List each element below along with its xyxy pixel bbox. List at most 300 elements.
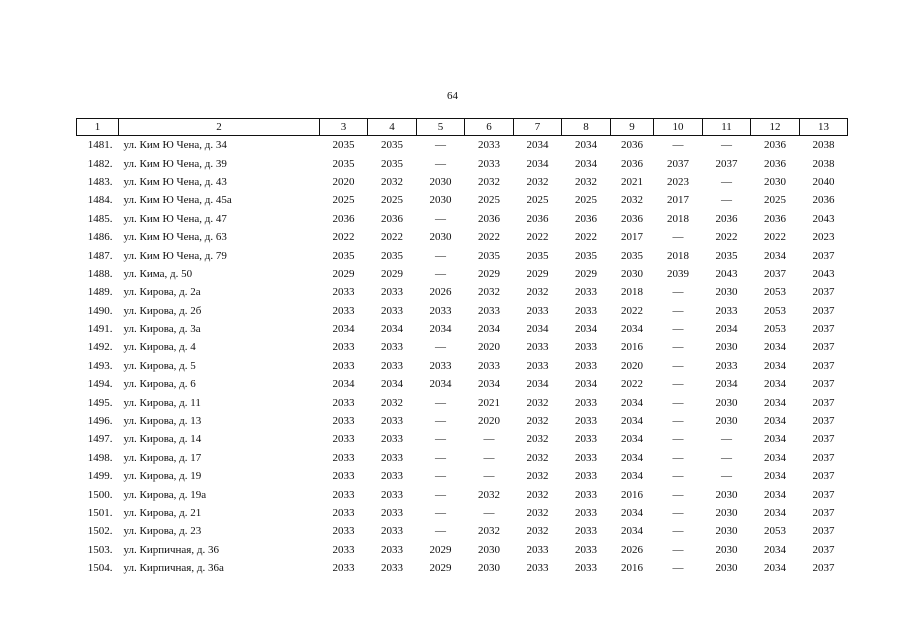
year-cell: 2036 [575, 212, 597, 225]
year-cell: 2037 [812, 451, 835, 464]
year-cell: 2025 [478, 194, 500, 207]
year-cell: — [672, 396, 684, 409]
year-cell: — [435, 157, 446, 170]
year-cell: 2037 [812, 396, 835, 409]
year-cell: 2030 [429, 194, 452, 207]
row-number-cell: 1504. [87, 562, 113, 575]
year-cell: 2018 [667, 249, 689, 262]
year-cell: 2033 [332, 433, 355, 446]
year-cell: 2033 [575, 470, 597, 483]
year-cell: 2034 [764, 488, 786, 501]
address-cell: ул. Кирова, д. 2а [123, 286, 201, 299]
year-cell: 2037 [812, 415, 835, 428]
page-number: 64 [447, 90, 458, 102]
year-cell: 2033 [381, 359, 403, 372]
year-cell: — [483, 451, 495, 464]
table-row [77, 430, 848, 448]
year-cell: 2036 [621, 212, 643, 225]
column-header-11: 11 [703, 119, 751, 136]
year-cell: 2025 [332, 194, 355, 207]
year-cell: 2053 [764, 323, 786, 336]
address-cell: ул. Кирова, д. 4 [123, 341, 196, 354]
year-cell: 2020 [478, 341, 500, 354]
year-cell: 2053 [764, 525, 786, 538]
column-header-4: 4 [368, 119, 417, 136]
table-row [77, 265, 848, 283]
year-cell: 2036 [381, 212, 403, 225]
year-cell: 2034 [575, 323, 597, 336]
year-cell: 2034 [764, 396, 786, 409]
year-cell: 2022 [621, 304, 643, 317]
address-cell: ул. Кирова, д. 19 [123, 470, 202, 483]
table-row [77, 449, 848, 467]
year-cell: 2022 [575, 231, 597, 244]
year-cell: — [672, 378, 684, 391]
year-cell: 2022 [332, 231, 355, 244]
year-cell: 2037 [812, 433, 835, 446]
year-cell: 2026 [621, 543, 643, 556]
year-cell: 2033 [526, 562, 549, 575]
year-cell: — [483, 470, 495, 483]
year-cell: 2037 [667, 157, 689, 170]
year-cell: 2025 [381, 194, 403, 207]
year-cell: 2025 [575, 194, 597, 207]
year-cell: — [672, 488, 684, 501]
year-cell: 2033 [332, 396, 355, 409]
year-cell: 2023 [812, 231, 835, 244]
year-cell: 2033 [575, 451, 597, 464]
year-cell: 2034 [381, 378, 403, 391]
year-cell: 2033 [332, 562, 355, 575]
table-row [77, 522, 848, 540]
row-number-cell: 1496. [87, 415, 113, 428]
year-cell: 2037 [812, 341, 835, 354]
year-cell: 2038 [812, 157, 835, 170]
year-cell: 2029 [526, 267, 549, 280]
table-row [77, 154, 848, 172]
address-cell: ул. Ким Ю Чена, д. 43 [123, 175, 227, 188]
table-row [77, 302, 848, 320]
row-number-cell: 1492. [87, 341, 113, 354]
column-header-1: 1 [77, 119, 119, 136]
address-cell: ул. Ким Ю Чена, д. 34 [123, 139, 227, 152]
year-cell: — [672, 470, 684, 483]
year-cell: 2035 [332, 139, 355, 152]
year-cell: 2030 [715, 525, 738, 538]
year-cell: 2022 [715, 231, 738, 244]
year-cell: 2033 [575, 507, 597, 519]
table-row [77, 375, 848, 393]
year-cell: 2033 [429, 359, 452, 372]
year-cell: 2016 [621, 562, 643, 575]
year-cell: 2035 [332, 249, 355, 262]
year-cell: — [435, 396, 446, 409]
year-cell: 2034 [621, 451, 643, 464]
row-number-cell: 1494. [87, 378, 113, 391]
year-cell: 2033 [478, 359, 500, 372]
year-cell: 2033 [575, 341, 597, 354]
year-cell: 2033 [332, 451, 355, 464]
year-cell: 2037 [812, 562, 835, 575]
year-cell: 2034 [715, 378, 738, 391]
year-cell: 2030 [478, 543, 500, 556]
year-cell: 2034 [621, 415, 643, 428]
year-cell: 2018 [621, 286, 643, 299]
year-cell: 2033 [381, 470, 403, 483]
year-cell: 2030 [429, 175, 452, 188]
year-cell: 2033 [478, 157, 500, 170]
year-cell: 2032 [526, 415, 549, 428]
row-number-cell: 1501. [87, 507, 113, 519]
year-cell: 2034 [764, 433, 786, 446]
year-cell: 2032 [526, 175, 549, 188]
row-number-cell: 1486. [87, 231, 113, 244]
year-cell: 2037 [812, 304, 835, 317]
year-cell: 2036 [621, 157, 643, 170]
table-row [77, 173, 848, 191]
table-row [77, 393, 848, 411]
year-cell: — [721, 175, 732, 188]
address-cell: ул. Кирова, д. 6 [123, 378, 196, 391]
year-cell: 2032 [478, 488, 500, 501]
column-header-9: 9 [611, 119, 654, 136]
year-cell: 2034 [764, 562, 786, 575]
address-cell: ул. Кирова, д. 14 [123, 433, 202, 446]
year-cell: 2033 [332, 415, 355, 428]
row-number-cell: 1488. [87, 267, 113, 280]
year-cell: 2016 [621, 488, 643, 501]
column-header-5: 5 [417, 119, 465, 136]
year-cell: 2030 [764, 175, 786, 188]
year-cell: 2032 [478, 525, 500, 538]
year-cell: — [672, 341, 684, 354]
year-cell: 2029 [478, 267, 500, 280]
row-number-cell: 1489. [87, 286, 113, 299]
row-number-cell: 1482. [87, 157, 113, 170]
row-number-cell: 1491. [87, 323, 113, 336]
year-cell: 2034 [429, 323, 452, 336]
table-row [77, 320, 848, 338]
year-cell: — [435, 341, 446, 354]
year-cell: 2033 [332, 543, 355, 556]
year-cell: 2033 [575, 488, 597, 501]
year-cell: 2034 [526, 323, 549, 336]
year-cell: 2032 [478, 175, 500, 188]
year-cell: 2035 [715, 249, 738, 262]
year-cell: 2032 [526, 507, 549, 519]
year-cell: 2036 [764, 212, 786, 225]
year-cell: 2032 [478, 286, 500, 299]
year-cell: — [435, 525, 446, 538]
year-cell: 2033 [381, 304, 403, 317]
year-cell: 2033 [332, 507, 355, 519]
year-cell: 2033 [332, 470, 355, 483]
address-cell: ул. Ким Ю Чена, д. 79 [123, 249, 227, 262]
year-cell: 2030 [715, 562, 738, 575]
year-cell: 2036 [812, 194, 835, 207]
year-cell: — [435, 212, 446, 225]
year-cell: — [672, 507, 684, 519]
column-header-10: 10 [654, 119, 703, 136]
year-cell: 2033 [332, 286, 355, 299]
table-row [77, 504, 848, 522]
year-cell: 2033 [526, 304, 549, 317]
year-cell: 2033 [332, 525, 355, 538]
address-cell: ул. Ким Ю Чена, д. 45а [123, 194, 232, 207]
year-cell: 2035 [332, 157, 355, 170]
year-cell: 2032 [526, 525, 549, 538]
year-cell: 2034 [764, 451, 786, 464]
year-cell: — [672, 451, 684, 464]
year-cell: 2034 [478, 378, 500, 391]
year-cell: 2033 [381, 415, 403, 428]
year-cell: 2033 [381, 451, 403, 464]
year-cell: 2022 [764, 231, 786, 244]
table-row [77, 357, 848, 375]
year-cell: 2034 [764, 507, 786, 519]
year-cell: 2034 [621, 323, 643, 336]
year-cell: 2034 [715, 323, 738, 336]
year-cell: 2037 [812, 286, 835, 299]
year-cell: 2034 [621, 507, 643, 519]
year-cell: 2022 [526, 231, 549, 244]
year-cell: 2053 [764, 304, 786, 317]
year-cell: 2032 [526, 451, 549, 464]
year-cell: 2036 [478, 212, 500, 225]
row-number-cell: 1503. [87, 543, 113, 556]
year-cell: 2035 [381, 139, 403, 152]
year-cell: 2033 [381, 488, 403, 501]
year-cell: 2034 [764, 359, 786, 372]
year-cell: 2029 [381, 267, 403, 280]
year-cell: 2033 [575, 562, 597, 575]
year-cell: 2016 [621, 341, 643, 354]
year-cell: 2034 [381, 323, 403, 336]
address-cell: ул. Ким Ю Чена, д. 47 [123, 212, 227, 225]
table-row [77, 246, 848, 264]
year-cell: 2033 [575, 525, 597, 538]
year-cell: 2030 [429, 231, 452, 244]
year-cell: 2032 [526, 396, 549, 409]
year-cell: — [721, 194, 732, 207]
year-cell: 2033 [381, 341, 403, 354]
year-cell: 2032 [575, 175, 597, 188]
column-header-6: 6 [465, 119, 514, 136]
year-cell: — [435, 488, 446, 501]
year-cell: 2037 [812, 488, 835, 501]
row-number-cell: 1498. [87, 451, 113, 464]
table-row [77, 136, 848, 155]
year-cell: — [672, 359, 684, 372]
year-cell: 2034 [621, 470, 643, 483]
table-row [77, 559, 848, 577]
address-cell: ул. Кирова, д. 19а [123, 488, 207, 501]
year-cell: 2033 [332, 304, 355, 317]
year-cell: 2033 [381, 433, 403, 446]
table-row [77, 191, 848, 209]
year-cell: 2033 [575, 415, 597, 428]
year-cell: — [435, 267, 446, 280]
table-row [77, 338, 848, 356]
year-cell: — [672, 525, 684, 538]
year-cell: 2030 [478, 562, 500, 575]
year-cell: 2034 [621, 433, 643, 446]
year-cell: 2034 [764, 249, 786, 262]
year-cell: 2030 [715, 507, 738, 519]
year-cell: 2020 [621, 359, 643, 372]
column-header-7: 7 [514, 119, 562, 136]
row-number-cell: 1497. [87, 433, 113, 446]
year-cell: 2033 [478, 139, 500, 152]
year-cell: — [672, 286, 684, 299]
address-cell: ул. Кирова, д. 11 [123, 396, 201, 409]
address-cell: ул. Кирова, д. 5 [123, 359, 196, 372]
column-header-2: 2 [119, 119, 320, 136]
year-cell: 2037 [812, 470, 835, 483]
year-cell: 2030 [715, 415, 738, 428]
year-cell: 2037 [812, 249, 835, 262]
year-cell: 2029 [332, 267, 355, 280]
row-number-cell: 1490. [87, 304, 113, 317]
row-number-cell: 1483. [87, 175, 113, 188]
year-cell: 2032 [526, 286, 549, 299]
row-number-cell: 1481. [87, 139, 113, 152]
year-cell: 2025 [526, 194, 549, 207]
year-cell: — [435, 507, 446, 519]
year-cell: 2020 [332, 175, 355, 188]
year-cell: 2023 [667, 175, 689, 188]
row-number-cell: 1499. [87, 470, 113, 483]
year-cell: 2033 [381, 543, 403, 556]
year-cell: 2035 [381, 157, 403, 170]
year-cell: 2036 [764, 139, 786, 152]
year-cell: 2021 [478, 396, 500, 409]
year-cell: — [721, 139, 732, 152]
year-cell: 2033 [332, 359, 355, 372]
year-cell: 2033 [715, 359, 738, 372]
year-cell: 2034 [575, 157, 597, 170]
year-cell: — [672, 433, 684, 446]
year-cell: 2039 [667, 267, 689, 280]
address-cell: ул. Кирова, д. 21 [123, 507, 202, 519]
row-number-cell: 1502. [87, 525, 113, 538]
year-cell: 2026 [429, 286, 452, 299]
year-cell: 2037 [812, 507, 835, 519]
row-number-cell: 1500. [87, 488, 113, 501]
year-cell: 2037 [715, 157, 738, 170]
year-cell: 2032 [381, 175, 403, 188]
table-row [77, 210, 848, 228]
year-cell: 2036 [332, 212, 355, 225]
year-cell: 2034 [332, 378, 355, 391]
year-cell: 2037 [812, 323, 835, 336]
year-cell: 2033 [332, 488, 355, 501]
year-cell: 2040 [812, 175, 835, 188]
column-header-8: 8 [562, 119, 611, 136]
year-cell: 2030 [715, 543, 738, 556]
year-cell: 2022 [381, 231, 403, 244]
row-number-cell: 1485. [87, 212, 113, 225]
year-cell: 2036 [715, 212, 738, 225]
address-cell: ул. Кирова, д. 23 [123, 525, 202, 538]
year-cell: — [435, 433, 446, 446]
year-cell: 2033 [478, 304, 500, 317]
year-cell: — [672, 415, 684, 428]
year-cell: 2032 [526, 470, 549, 483]
year-cell: 2035 [478, 249, 500, 262]
year-cell: 2017 [667, 194, 689, 207]
year-cell: 2037 [764, 267, 786, 280]
table-row [77, 467, 848, 485]
year-cell: 2043 [715, 267, 738, 280]
year-cell: 2032 [526, 433, 549, 446]
year-cell: — [483, 507, 495, 519]
column-header-12: 12 [751, 119, 800, 136]
year-cell: 2034 [621, 525, 643, 538]
data-table [76, 118, 848, 577]
year-cell: — [721, 470, 732, 483]
address-cell: ул. Кирова, д. 3а [123, 323, 201, 336]
year-cell: — [672, 139, 684, 152]
year-cell: 2034 [526, 157, 549, 170]
year-cell: 2043 [812, 212, 835, 225]
table-row [77, 283, 848, 301]
address-cell: ул. Кима, д. 50 [123, 267, 193, 280]
year-cell: — [435, 139, 446, 152]
year-cell: — [721, 451, 732, 464]
year-cell: 2038 [812, 139, 835, 152]
table-body [77, 136, 848, 578]
row-number-cell: 1487. [87, 249, 113, 262]
year-cell: — [435, 415, 446, 428]
year-cell: 2032 [526, 488, 549, 501]
year-cell: 2037 [812, 359, 835, 372]
year-cell: 2034 [621, 396, 643, 409]
year-cell: 2018 [667, 212, 689, 225]
year-cell: 2036 [764, 157, 786, 170]
year-cell: 2020 [478, 415, 500, 428]
year-cell: — [721, 433, 732, 446]
year-cell: 2029 [575, 267, 597, 280]
year-cell: — [435, 249, 446, 262]
year-cell: 2030 [715, 341, 738, 354]
address-cell: ул. Кирпичная, д. 36 [123, 543, 219, 556]
year-cell: 2033 [381, 525, 403, 538]
year-cell: 2034 [575, 378, 597, 391]
year-cell: 2030 [621, 267, 643, 280]
year-cell: 2030 [715, 396, 738, 409]
year-cell: 2034 [764, 543, 786, 556]
year-cell: 2053 [764, 286, 786, 299]
year-cell: 2033 [575, 286, 597, 299]
table-row [77, 228, 848, 246]
address-cell: ул. Ким Ю Чена, д. 63 [123, 231, 227, 244]
year-cell: 2037 [812, 378, 835, 391]
year-cell: 2043 [812, 267, 835, 280]
year-cell: 2033 [575, 359, 597, 372]
year-cell: 2033 [381, 286, 403, 299]
year-cell: 2034 [575, 139, 597, 152]
year-cell: 2033 [575, 433, 597, 446]
year-cell: 2037 [812, 543, 835, 556]
year-cell: 2033 [575, 304, 597, 317]
year-cell: 2034 [764, 415, 786, 428]
year-cell: 2034 [764, 470, 786, 483]
year-cell: 2036 [526, 212, 549, 225]
year-cell: 2033 [381, 562, 403, 575]
year-cell: 2033 [526, 341, 549, 354]
header-row [77, 119, 848, 136]
